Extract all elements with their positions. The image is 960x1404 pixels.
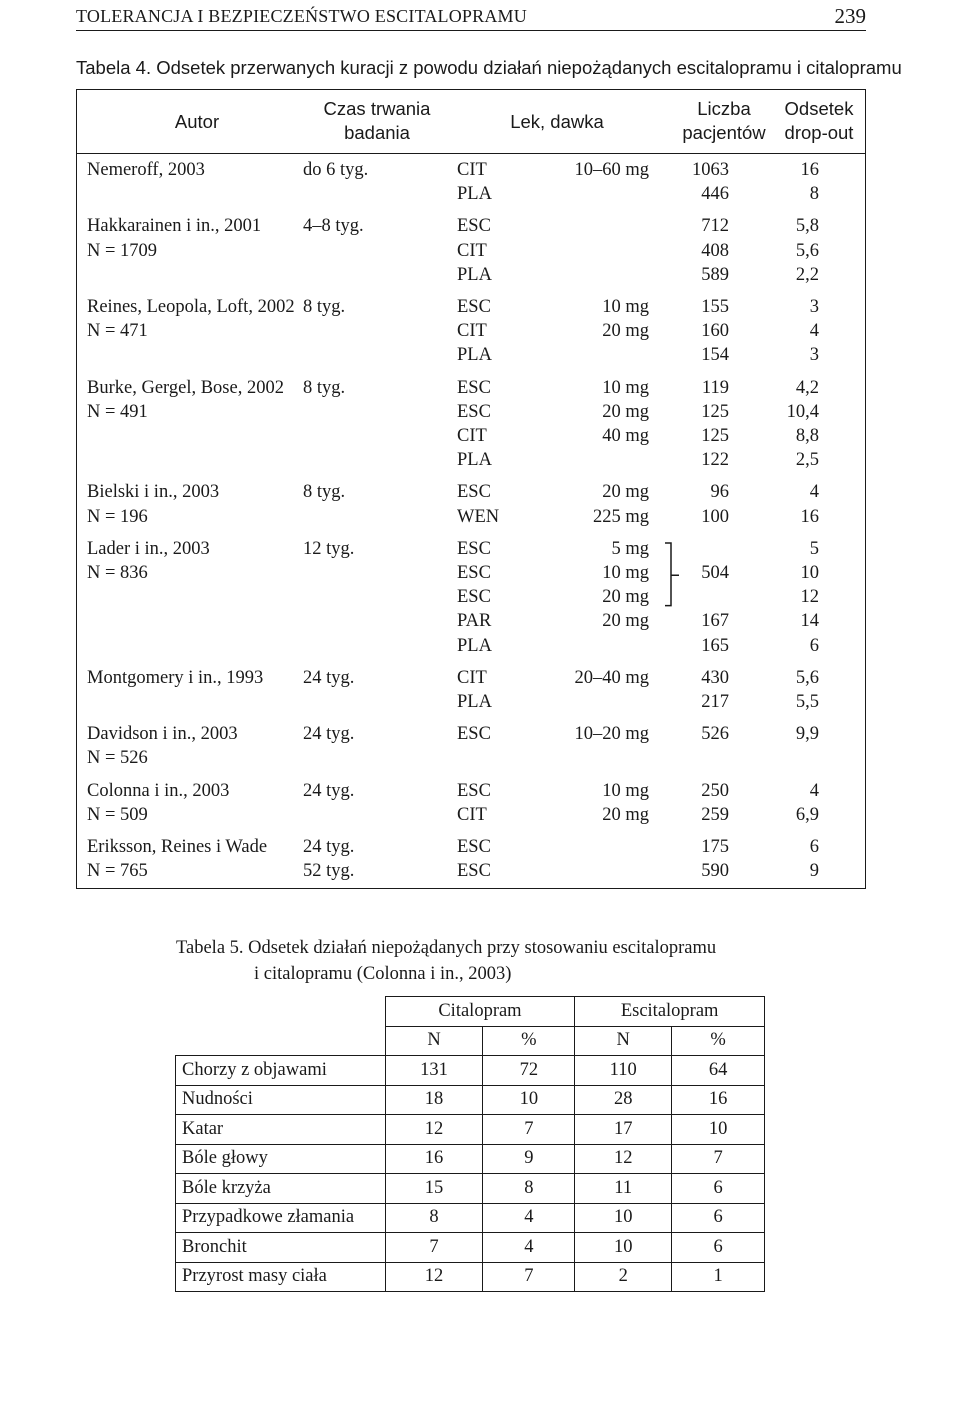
duration-cell: 24 tyg. [303, 724, 355, 745]
drug-cell: ESC [457, 482, 491, 503]
value-cell: 4 [483, 1233, 575, 1263]
value-cell: 17 [575, 1115, 672, 1145]
value-cell: 10 [672, 1115, 765, 1145]
pct-cell: 4 [809, 482, 819, 503]
duration-cell: 24 tyg. [303, 780, 355, 801]
value-cell: 131 [385, 1056, 483, 1086]
dose-cell: 10 mg [602, 297, 649, 317]
table5-caption-line2: i citalopramu (Colonna i in., 2003) [254, 964, 512, 984]
drug-cell: CIT [457, 240, 487, 261]
count-cell: 100 [701, 506, 729, 527]
bracket-icon [661, 539, 691, 612]
value-cell: 8 [385, 1203, 483, 1233]
dose-cell: 10 mg [602, 563, 649, 583]
value-cell: 6 [672, 1203, 765, 1233]
running-header [76, 4, 866, 31]
drug-cell: PAR [457, 611, 492, 632]
author-cell: N = 1709 [87, 240, 158, 261]
pct-cell: 8 [809, 184, 819, 205]
drug-cell: WEN [457, 506, 500, 527]
count-cell: 589 [701, 264, 729, 285]
duration-cell: 8 tyg. [303, 377, 346, 398]
col-header-czas: Czas trwania badania [323, 98, 431, 143]
author-cell: Eriksson, Reines i Wade [87, 837, 268, 857]
drug-cell: PLA [457, 450, 492, 471]
author-cell: Lader i in., 2003 [87, 538, 210, 559]
table5-body [176, 997, 765, 1292]
pct-cell: 5,6 [795, 667, 819, 688]
header-rule [77, 153, 865, 154]
value-cell: 10 [575, 1233, 672, 1263]
pct-cell: 3 [809, 297, 819, 317]
value-cell: 8 [483, 1174, 575, 1204]
dose-cell: 20 mg [602, 804, 649, 825]
value-cell: 28 [575, 1085, 672, 1115]
count-cell: 1063 [692, 160, 729, 180]
dose-cell: 225 mg [592, 506, 649, 527]
duration-cell: do 6 tyg. [303, 160, 369, 180]
row-label: Przyrost masy ciała [176, 1262, 386, 1292]
sub-header: % [672, 1026, 765, 1056]
group-header: Citalopram [385, 997, 575, 1027]
pct-cell: 16 [800, 506, 819, 527]
pct-cell: 10,4 [786, 401, 819, 422]
drug-cell: ESC [457, 216, 491, 237]
dose-cell: 10 mg [602, 377, 649, 398]
pct-cell: 8,8 [795, 426, 819, 446]
count-cell: 590 [701, 861, 729, 882]
page-number: 239 [834, 4, 866, 28]
drug-cell: CIT [457, 667, 487, 688]
count-cell: 175 [701, 837, 729, 857]
value-cell: 7 [483, 1262, 575, 1292]
pct-cell: 5,5 [795, 692, 819, 712]
sub-header: % [483, 1026, 575, 1056]
row-label: Przypadkowe złamania [176, 1203, 386, 1233]
drug-cell: PLA [457, 345, 492, 366]
pct-cell: 16 [800, 160, 819, 180]
dose-cell: 10 mg [602, 780, 649, 801]
row-label: Bóle głowy [176, 1144, 386, 1174]
count-cell: 167 [701, 611, 729, 632]
author-cell: N = 526 [87, 748, 148, 769]
running-title: TOLERANCJA I BEZPIECZEŃSTWO ESCITALOPRAMU [76, 6, 527, 26]
count-cell: 217 [701, 692, 729, 712]
value-cell: 12 [575, 1144, 672, 1174]
value-cell: 1 [672, 1262, 765, 1292]
pct-cell: 10 [800, 563, 819, 583]
table5-group-header-row [176, 997, 765, 1027]
value-cell: 72 [483, 1056, 575, 1086]
table4 [76, 89, 866, 889]
count-cell: 125 [701, 426, 729, 446]
value-cell: 64 [672, 1056, 765, 1086]
table5-caption-line1: Tabela 5. Odsetek działań niepożądanych przy stosowaniu escitalopramu [176, 938, 717, 958]
pct-cell: 9,9 [795, 724, 819, 745]
value-cell: 7 [385, 1233, 483, 1263]
author-cell: Davidson i in., 2003 [87, 724, 238, 745]
sub-header: N [575, 1026, 672, 1056]
drug-cell: PLA [457, 635, 492, 656]
count-cell: 155 [701, 297, 729, 317]
author-cell: Bielski i in., 2003 [87, 482, 220, 503]
duration-cell: 4–8 tyg. [303, 216, 364, 237]
pct-cell: 2,2 [795, 264, 819, 285]
author-cell: Colonna i in., 2003 [87, 780, 230, 801]
drug-cell: CIT [457, 426, 487, 446]
drug-cell: ESC [457, 587, 491, 608]
count-cell: 504 [701, 563, 729, 583]
value-cell: 2 [575, 1262, 672, 1292]
row-label: Katar [176, 1115, 386, 1145]
count-cell: 250 [701, 780, 729, 801]
duration-cell: 52 tyg. [303, 861, 355, 882]
author-cell: N = 471 [87, 321, 148, 342]
row-label: Bóle krzyża [176, 1174, 386, 1204]
author-cell: Nemeroff, 2003 [87, 160, 205, 180]
duration-cell: 12 tyg. [303, 538, 355, 559]
value-cell: 11 [575, 1174, 672, 1204]
author-cell: Hakkarainen i in., 2001 [87, 216, 262, 237]
pct-cell: 5,6 [795, 240, 819, 261]
count-cell: 125 [701, 401, 729, 422]
value-cell: 10 [575, 1203, 672, 1233]
drug-cell: ESC [457, 563, 491, 583]
table5-caption [176, 935, 716, 987]
pct-cell: 9 [809, 861, 819, 882]
author-cell: N = 509 [87, 804, 148, 825]
col-header-liczba: Liczba pacjentów [682, 98, 766, 143]
drug-cell: CIT [457, 321, 487, 342]
pct-cell: 4 [809, 321, 819, 342]
table-row [176, 1144, 765, 1174]
table-row [176, 1115, 765, 1145]
duration-cell: 8 tyg. [303, 297, 346, 317]
table-row [176, 1233, 765, 1263]
count-cell: 154 [701, 345, 729, 366]
pct-cell: 4,2 [795, 377, 819, 398]
author-cell: Montgomery i in., 1993 [87, 667, 264, 688]
count-cell: 712 [701, 216, 729, 237]
value-cell: 18 [385, 1085, 483, 1115]
drug-cell: ESC [457, 297, 491, 317]
sub-header: N [385, 1026, 483, 1056]
table-row [176, 1085, 765, 1115]
pct-cell: 5 [809, 538, 819, 559]
value-cell: 7 [483, 1115, 575, 1145]
pct-cell: 14 [800, 611, 819, 632]
table5 [175, 996, 765, 1292]
value-cell: 6 [672, 1233, 765, 1263]
table-row [176, 1262, 765, 1292]
value-cell: 12 [385, 1262, 483, 1292]
dose-cell: 20 mg [602, 482, 649, 503]
pct-cell: 5,8 [795, 216, 819, 237]
value-cell: 6 [672, 1174, 765, 1204]
author-cell: Burke, Gergel, Bose, 2002 [87, 377, 284, 398]
row-label: Bronchit [176, 1233, 386, 1263]
pct-cell: 12 [800, 587, 819, 608]
table-row [176, 1203, 765, 1233]
value-cell: 7 [672, 1144, 765, 1174]
drug-cell: ESC [457, 780, 491, 801]
table4-caption: Tabela 4. Odsetek przerwanych kuracji z powodu działań niepożądanych escitalopramu i citalopramu [76, 57, 902, 78]
dose-cell: 10–20 mg [574, 724, 649, 745]
pct-cell: 2,5 [795, 450, 819, 471]
author-cell: N = 196 [87, 506, 148, 527]
col-header-odsetek: Odsetek drop-out [784, 98, 854, 143]
drug-cell: ESC [457, 401, 491, 422]
count-cell: 446 [701, 184, 729, 205]
count-cell: 119 [701, 377, 729, 398]
pct-cell: 6,9 [795, 804, 819, 825]
count-cell: 526 [701, 724, 729, 745]
count-cell: 96 [710, 482, 729, 503]
drug-cell: ESC [457, 538, 491, 559]
count-cell: 259 [701, 804, 729, 825]
count-cell: 408 [701, 240, 729, 261]
count-cell: 160 [701, 321, 729, 342]
drug-cell: CIT [457, 804, 487, 825]
author-cell: Reines, Leopola, Loft, 2002 [87, 297, 295, 317]
col-header-autor: Autor [174, 111, 220, 132]
duration-cell: 24 tyg. [303, 837, 355, 857]
drug-cell: ESC [457, 724, 491, 745]
dose-cell: 10–60 mg [574, 160, 649, 180]
drug-cell: ESC [457, 377, 491, 398]
author-cell: N = 765 [87, 861, 148, 882]
row-label: Chorzy z objawami [176, 1056, 386, 1086]
blank-corner [176, 997, 386, 1056]
author-cell: N = 491 [87, 401, 148, 422]
value-cell: 16 [385, 1144, 483, 1174]
dose-cell: 20 mg [602, 611, 649, 632]
dose-cell: 20 mg [602, 321, 649, 342]
pct-cell: 6 [809, 837, 819, 857]
drug-cell: ESC [457, 837, 491, 857]
author-cell: N = 836 [87, 563, 148, 583]
value-cell: 4 [483, 1203, 575, 1233]
count-cell: 165 [701, 635, 729, 656]
col-header-lek: Lek, dawka [510, 111, 604, 132]
row-label: Nudności [176, 1085, 386, 1115]
pct-cell: 3 [809, 345, 819, 366]
dose-cell: 20 mg [602, 401, 649, 422]
value-cell: 110 [575, 1056, 672, 1086]
drug-cell: PLA [457, 184, 492, 205]
count-cell: 430 [701, 667, 729, 688]
dose-cell: 5 mg [611, 538, 649, 559]
pct-cell: 6 [809, 635, 819, 656]
table-row [176, 1056, 765, 1086]
value-cell: 10 [483, 1085, 575, 1115]
value-cell: 15 [385, 1174, 483, 1204]
value-cell: 12 [385, 1115, 483, 1145]
duration-cell: 24 tyg. [303, 667, 355, 688]
pct-cell: 4 [809, 780, 819, 801]
count-cell: 122 [701, 450, 729, 471]
duration-cell: 8 tyg. [303, 482, 346, 503]
group-header: Escitalopram [575, 997, 765, 1027]
drug-cell: PLA [457, 264, 492, 285]
value-cell: 9 [483, 1144, 575, 1174]
dose-cell: 40 mg [602, 426, 649, 446]
drug-cell: ESC [457, 861, 491, 882]
dose-cell: 20 mg [602, 587, 649, 608]
table-row [176, 1174, 765, 1204]
drug-cell: CIT [457, 160, 487, 180]
value-cell: 16 [672, 1085, 765, 1115]
dose-cell: 20–40 mg [574, 667, 649, 688]
drug-cell: PLA [457, 692, 492, 712]
